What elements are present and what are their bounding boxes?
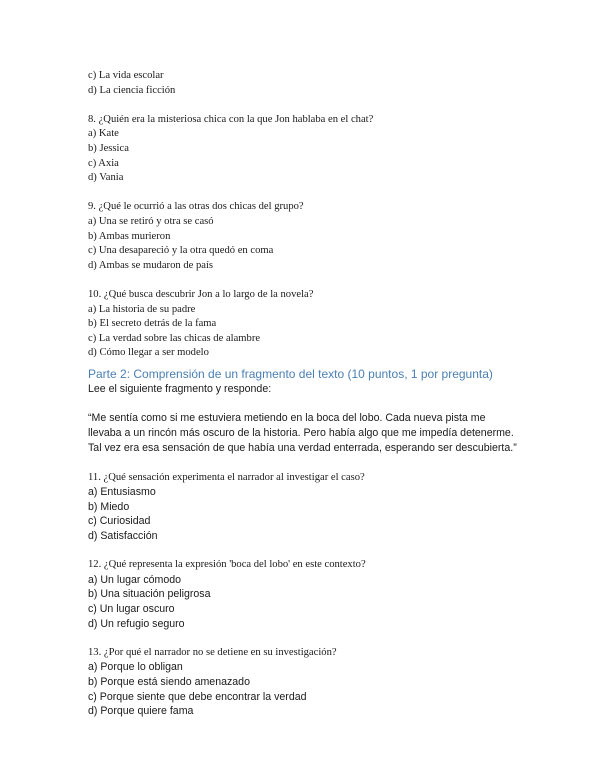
q13-option-d: d) Porque quiere fama [88,705,194,718]
part2-instruction: Lee el siguiente fragmento y responde: [88,382,272,395]
q8-option-a: a) Kate [88,128,119,140]
q8-option-d: d) Vania [88,172,124,184]
q9-option-b: b) Ambas murieron [88,230,171,242]
q10-option-a: a) La historia de su padre [88,303,196,315]
q8-option-b: b) Jessica [88,142,129,154]
q11-option-a: a) Entusiasmo [88,486,156,499]
q9-option-d: d) Ambas se mudaron de país [88,259,214,271]
part2-excerpt: “Me sentía como si me estuviera metiendo en la boca del lobo. Cada nueva pista me llevaba a un rincón más oscuro de la historia. Pero había algo que me impedía detenerme. Tal vez era esa sensación de que había una verdad enterrada, esperando ser descubierta.” [88,412,517,455]
q12-option-a: a) Un lugar cómodo [88,573,182,586]
q13-option-b: b) Porque está siendo amenazado [88,675,250,688]
q10-option-d: d) Cómo llegar a ser modelo [88,347,209,359]
q12-option-b: b) Una situación peligrosa [88,588,211,601]
q13-option-c: c) Porque siente que debe encontrar la verdad [88,690,307,703]
q11-option-c: c) Curiosidad [88,515,151,528]
q12-option-d: d) Un refugio seguro [88,617,185,630]
q10-option-c: c) La verdad sobre las chicas de alambre [88,332,261,344]
q13-question: 13. ¿Por qué el narrador no se detiene en su investigación? [88,646,337,658]
q10-option-b: b) El secreto detrás de la fama [88,318,217,330]
q11-option-d: d) Satisfacción [88,530,158,543]
q11-option-b: b) Miedo [88,500,130,513]
q8-option-c: c) Axia [88,157,119,169]
q13-option-a: a) Porque lo obligan [88,661,183,674]
q11-question: 11. ¿Qué sensación experimenta el narrador al investigar el caso? [88,471,365,483]
part2-heading: Parte 2: Comprensión de un fragmento del texto (10 puntos, 1 por pregunta) [88,366,493,381]
q12-option-c: c) Un lugar oscuro [88,603,175,615]
q9-option-c: c) Una desapareció y la otra quedó en coma [88,245,274,257]
q10-question: 10. ¿Qué busca descubrir Jon a lo largo de la novela? [88,288,314,300]
q9-option-a: a) Una se retiró y otra se casó [88,215,214,227]
document-content [88,69,518,719]
q7-option-c: c) La vida escolar [88,70,164,81]
q8-question: 8. ¿Quién era la misteriosa chica con la que Jon hablaba en el chat? [88,113,374,125]
q9-question: 9. ¿Qué le ocurrió a las otras dos chicas del grupo? [88,201,304,213]
q7-option-d: d) La ciencia ficción [88,84,176,96]
q12-question: 12. ¿Qué representa la expresión 'boca del lobo' en este contexto? [88,559,366,571]
